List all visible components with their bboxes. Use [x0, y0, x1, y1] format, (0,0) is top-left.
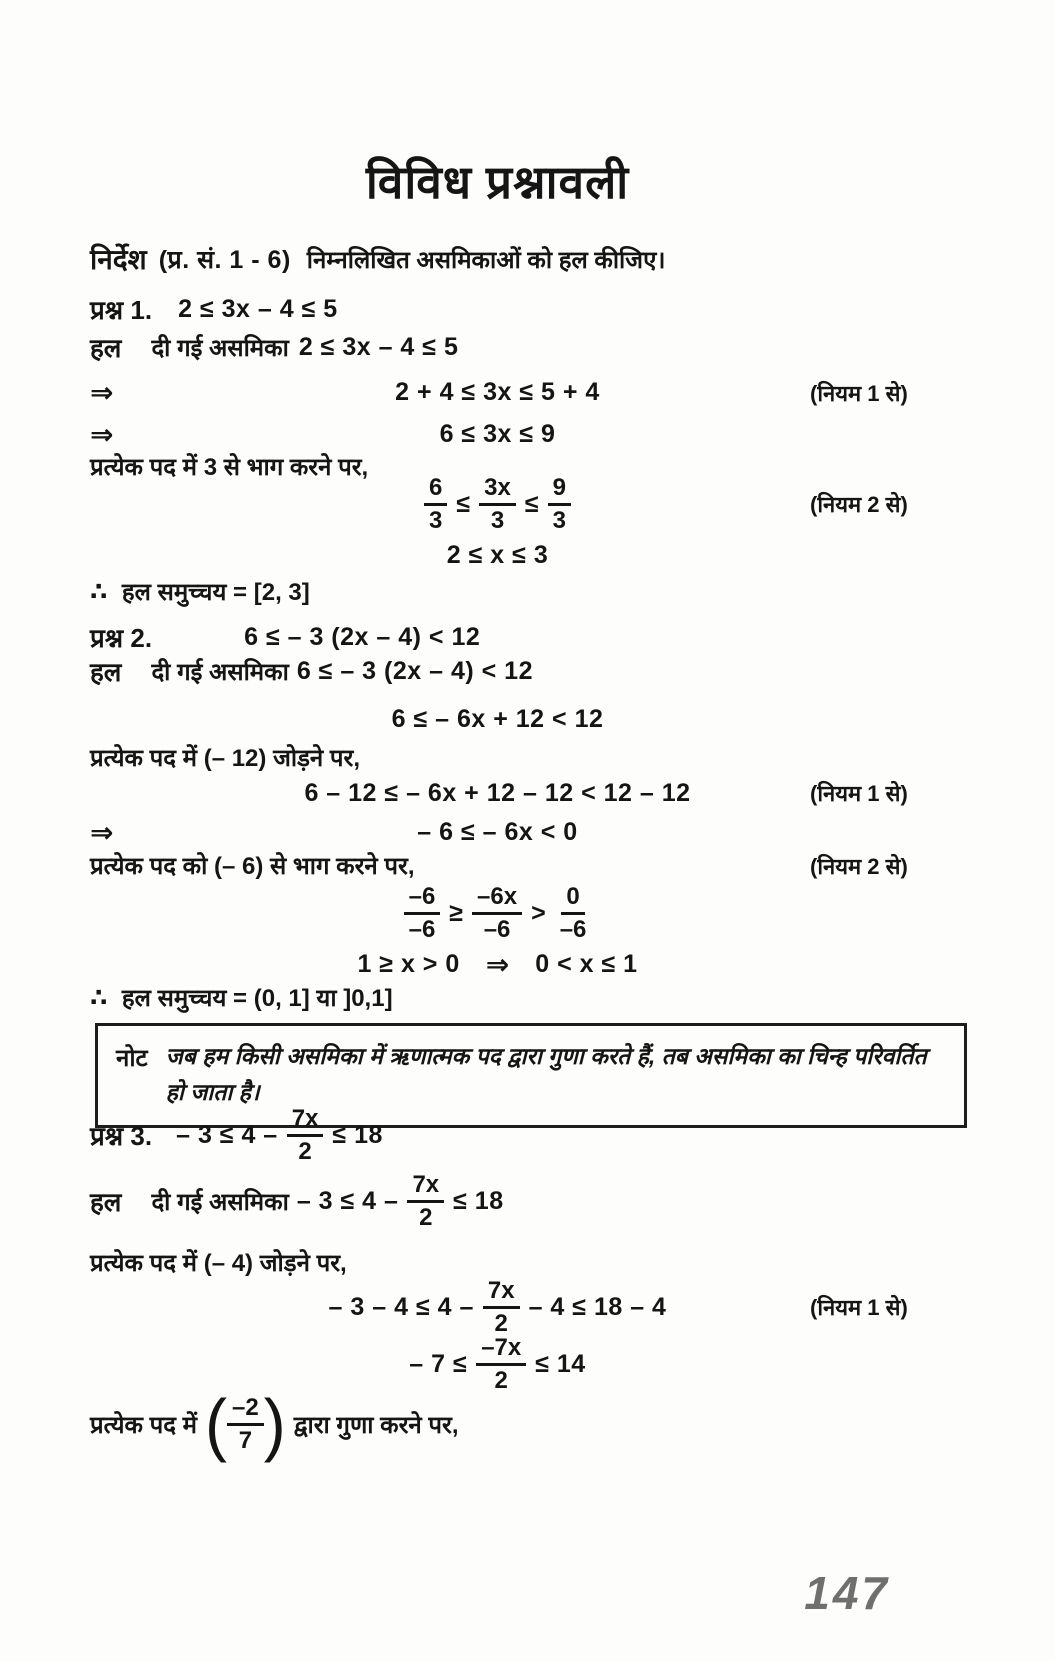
instruction-range: (प्र. सं. 1 - 6) [158, 246, 291, 274]
q3-given-text: दी गई असमिका [151, 1188, 289, 1216]
inequality-operator: ≤ [524, 489, 539, 518]
fraction [424, 474, 447, 534]
equation-part: – 3 ≤ 4 – [176, 1120, 278, 1149]
q2-given-text: दी गई असमिका [151, 658, 289, 686]
q1-fraction-row [90, 472, 960, 536]
fraction-denominator: 3 [552, 506, 566, 534]
q1-step-simplified-equation: 6 ≤ 3x ≤ 9 [439, 420, 556, 448]
fraction-numerator: 9 [548, 474, 571, 506]
q3-step-add-row [90, 1276, 960, 1338]
q2-result-right: 0 < x ≤ 1 [535, 950, 638, 978]
q1-solution-line [90, 329, 960, 365]
fraction-denominator: 7 [238, 1426, 253, 1454]
q3-multiply-note-pre: प्रत्येक पद में [90, 1411, 198, 1439]
q3-step-add-equation [329, 1277, 667, 1337]
q1-step-add-row [90, 376, 960, 409]
q2-result-row [90, 948, 960, 981]
equation-part: ≤ 14 [535, 1349, 586, 1378]
q1-fraction-equation [424, 474, 571, 534]
q1-solution-set-line [90, 575, 960, 608]
fraction [548, 474, 571, 534]
inequality-operator: > [531, 898, 546, 927]
equation-part: ≤ 18 [332, 1120, 383, 1149]
page-number: 147 [804, 1567, 890, 1619]
q1-result-row [90, 541, 960, 570]
fraction-numerator: –7x [476, 1334, 526, 1366]
note-label: नोट [116, 1045, 148, 1072]
fraction-numerator: –6x [472, 883, 522, 915]
instruction-label: निर्देश [90, 244, 147, 275]
fraction-numerator: –6 [404, 883, 441, 915]
implies-arrow: ⇒ [90, 817, 114, 848]
q2-add-note: प्रत्येक पद में (– 12) जोड़ने पर, [90, 745, 361, 772]
question-2-statement: 6 ≤ – 3 (2x – 4) < 12 [244, 622, 481, 651]
fraction-numerator: 0 [561, 883, 584, 915]
q3-solution-line [90, 1170, 960, 1232]
q2-step-add-row [90, 778, 960, 808]
q2-solution-line [90, 653, 960, 689]
fraction [479, 474, 516, 534]
q1-solution-label: हल [90, 333, 122, 363]
q3-multiply-note-line [90, 1385, 960, 1463]
q3-rule-1-annotation: (नियम 1 से) [810, 1295, 908, 1320]
implies-arrow: ⇒ [90, 419, 114, 450]
fraction [483, 1277, 520, 1337]
fraction [404, 883, 441, 943]
implies-arrow: ⇒ [485, 949, 510, 980]
fraction-denominator: 2 [494, 1309, 508, 1337]
q2-result-left: 1 ≥ x > 0 [357, 950, 460, 978]
q2-result-equation [357, 948, 637, 981]
fraction-denominator: 3 [429, 506, 443, 534]
q1-result-equation: 2 ≤ x ≤ 3 [446, 541, 549, 569]
question-2-line [90, 619, 960, 655]
fraction-numerator: 7x [407, 1171, 444, 1203]
question-3-statement [176, 1105, 383, 1165]
fraction-denominator: –6 [483, 915, 511, 943]
q1-given-equation: 2 ≤ 3x – 4 ≤ 5 [298, 332, 459, 361]
q2-given-equation: 6 ≤ – 3 (2x – 4) < 12 [296, 656, 533, 685]
fraction-denominator: 3 [490, 506, 505, 534]
fraction [555, 883, 592, 943]
instruction-text: निम्नलिखित असमिकाओं को हल कीजिए। [306, 246, 666, 274]
q2-solution-set-line [90, 981, 960, 1014]
question-3-line [90, 1104, 960, 1166]
q1-rule-2-annotation: (नियम 2 से) [810, 492, 908, 517]
q2-step-add-equation: 6 – 12 ≤ – 6x + 12 – 12 < 12 – 12 [304, 778, 691, 807]
inequality-operator: ≥ [449, 898, 464, 927]
q1-rule-1-annotation: (नियम 1 से) [810, 380, 908, 406]
q2-expanded-row [90, 705, 960, 734]
fraction [227, 1394, 264, 1454]
q2-rule-2-annotation: (नियम 2 से) [810, 853, 908, 879]
equation-part: – 4 ≤ 18 – 4 [528, 1292, 667, 1321]
equation-part: ≤ 18 [453, 1186, 504, 1215]
equation-part: – 3 – 4 ≤ 4 – [328, 1292, 474, 1321]
fraction-numerator: 3x [479, 474, 516, 506]
question-2-label: प्रश्न 2. [90, 623, 153, 653]
q2-step-simplified-equation: – 6 ≤ – 6x < 0 [417, 818, 578, 846]
fraction [407, 1171, 444, 1231]
q2-add-note-line [90, 741, 960, 774]
fraction-denominator: –6 [408, 915, 436, 943]
instruction-line [90, 240, 960, 278]
therefore-symbol: ∴ [90, 983, 108, 1012]
q2-fraction-equation [404, 883, 592, 943]
question-1-statement: 2 ≤ 3x – 4 ≤ 5 [178, 294, 338, 323]
fraction-numerator: 6 [424, 474, 447, 506]
therefore-symbol: ∴ [90, 577, 108, 606]
q3-solution-label: हल [90, 1187, 122, 1217]
q3-add-note: प्रत्येक पद में (– 4) जोड़ने पर, [90, 1250, 347, 1277]
close-paren: ) [263, 1385, 286, 1463]
fraction-denominator: 2 [298, 1137, 312, 1165]
q2-divide-note-line [90, 849, 960, 882]
fraction-denominator: 2 [494, 1366, 508, 1394]
fraction [476, 1334, 526, 1394]
question-1-label: प्रश्न 1. [90, 295, 153, 325]
implies-arrow: ⇒ [90, 377, 114, 408]
q3-multiply-note-post: द्वारा गुणा करने पर, [293, 1411, 459, 1439]
q2-rule-1-annotation: (नियम 1 से) [810, 781, 908, 806]
question-1-line [90, 291, 960, 327]
fraction-denominator: –6 [559, 915, 587, 943]
fraction-numerator: 7x [287, 1105, 324, 1137]
q1-solution-set: हल समुच्चय = [2, 3] [121, 579, 310, 606]
q1-given-text: दी गई असमिका [151, 334, 289, 362]
fraction-numerator: 7x [483, 1277, 520, 1309]
q1-step-simplified-row [90, 418, 960, 451]
q2-solution-label: हल [90, 657, 122, 687]
q2-divide-note: प्रत्येक पद को (– 6) से भाग करने पर, [90, 853, 415, 880]
q1-step-add-equation: 2 + 4 ≤ 3x ≤ 5 + 4 [395, 378, 600, 406]
q3-given-equation [297, 1171, 504, 1231]
question-3-label: प्रश्न 3. [90, 1121, 153, 1151]
q2-solution-set: हल समुच्चय = (0, 1] या ]0,1] [121, 985, 393, 1012]
equation-part: – 7 ≤ [409, 1349, 468, 1378]
inequality-operator: ≤ [456, 489, 471, 518]
q3-simplified-equation [409, 1334, 585, 1394]
page-title: विविध प्रश्नावली [365, 156, 630, 208]
equation-part: – 3 ≤ 4 – [296, 1186, 399, 1215]
open-paren: ( [205, 1385, 228, 1463]
q2-step-simplified-row [90, 816, 960, 849]
q3-add-note-line [90, 1246, 960, 1279]
note-text: जब हम किसी असमिका में ऋणात्मक पद द्वारा गुणा करते हैं, तब असमिका का चिन्ह परिवर्तित हो जाता है। [165, 1043, 927, 1105]
fraction-numerator: –2 [227, 1394, 264, 1426]
q1-divide-note: प्रत्येक पद में 3 से भाग करने पर, [90, 454, 369, 481]
q2-expanded-equation: 6 ≤ – 6x + 12 < 12 [391, 705, 604, 733]
fraction [472, 883, 522, 943]
fraction-denominator: 2 [419, 1203, 433, 1231]
q2-fraction-row [90, 880, 960, 946]
fraction [287, 1105, 324, 1165]
